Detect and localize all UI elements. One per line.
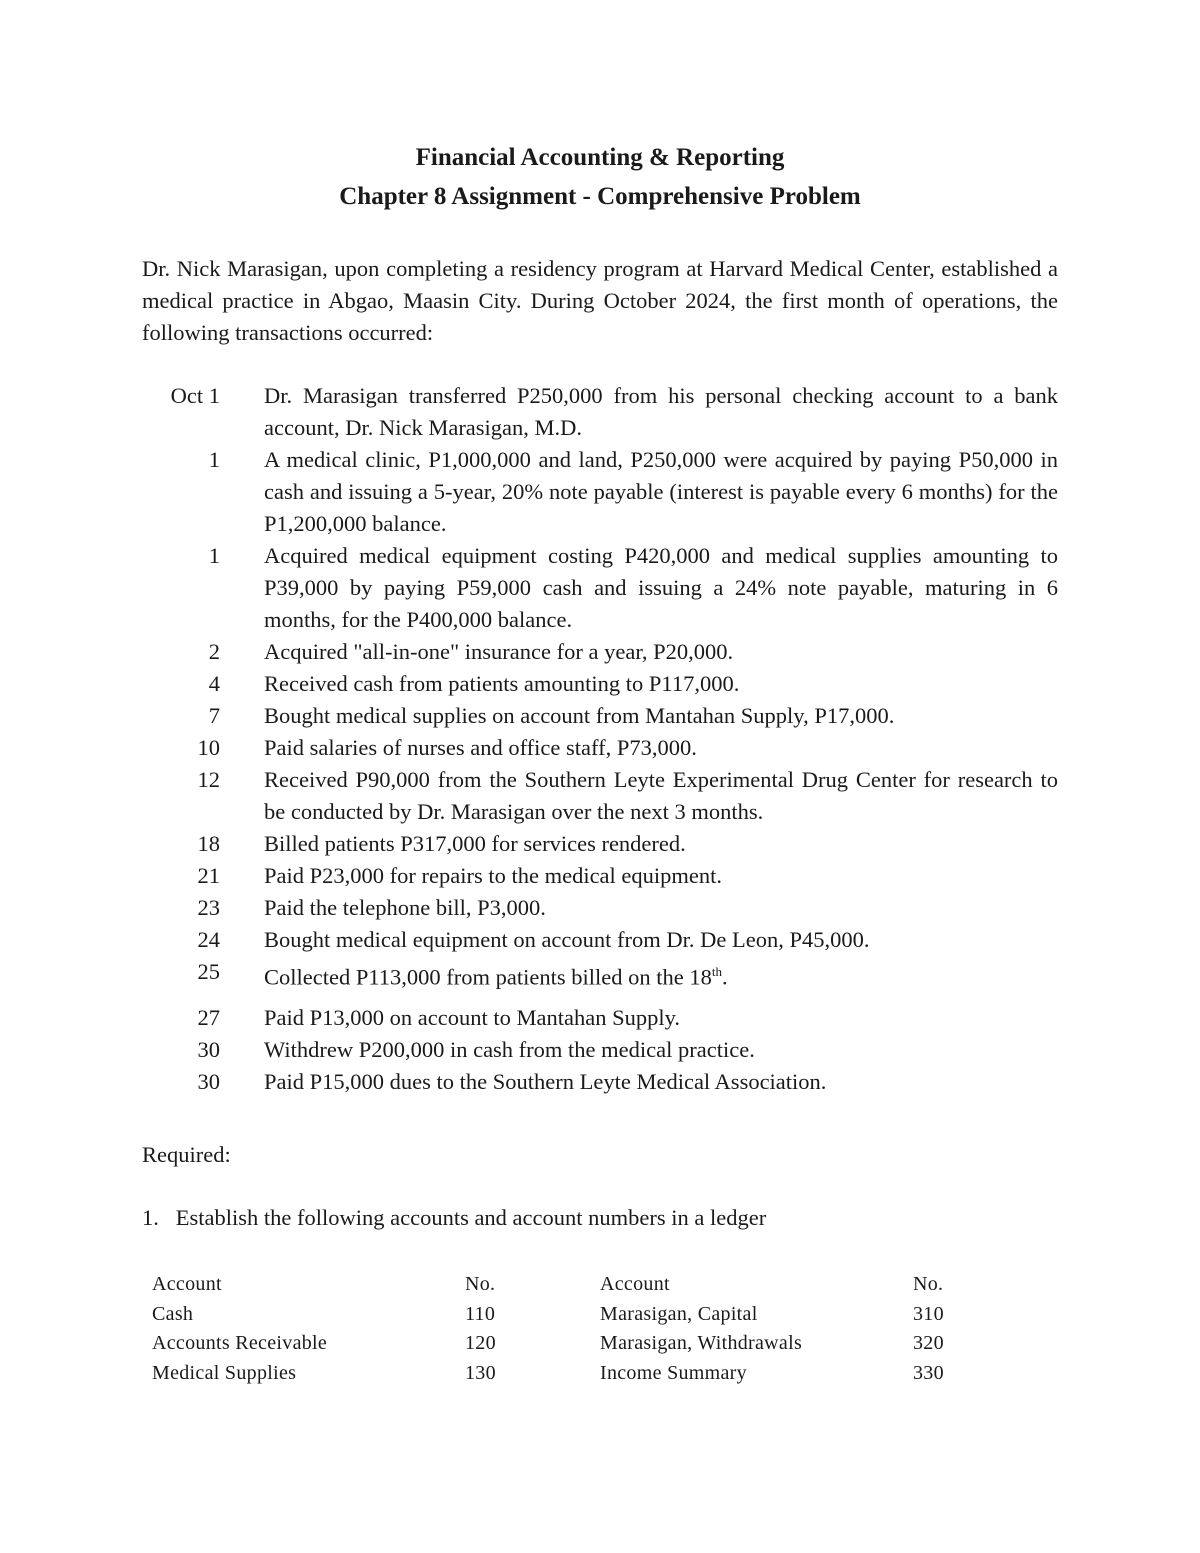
account-name: Accounts Receivable xyxy=(152,1332,328,1354)
transaction-description: Bought medical equipment on account from Dr. De Leon, P45,000. xyxy=(264,927,870,952)
transaction-description: Acquired medical equipment costing P420,000 and medical supplies amounting to P39,000 by paying P59,000 cash and issuing a 24% note payable, maturing in 6 months, for the P400,000 balance. xyxy=(264,543,1058,632)
transaction-row xyxy=(142,380,1058,444)
account-name: Cash xyxy=(152,1302,194,1325)
item-text: Establish the following accounts and account numbers in a ledger xyxy=(175,1205,767,1230)
account-no: 120 xyxy=(465,1332,496,1354)
transaction-row xyxy=(142,892,1058,924)
transaction-description: Paid salaries of nurses and office staff, P73,000. xyxy=(264,735,697,760)
transaction-row xyxy=(142,1066,1058,1098)
account-name: Medical Supplies xyxy=(152,1361,297,1384)
transaction-description: Acquired "all-in-one" insurance for a year, P20,000. xyxy=(264,639,734,664)
transaction-date: 4 xyxy=(208,671,220,696)
transaction-row xyxy=(142,668,1058,700)
table-row xyxy=(152,1329,973,1359)
transaction-description: Billed patients P317,000 for services rendered. xyxy=(264,831,686,856)
transaction-date: 2 xyxy=(208,639,220,664)
transaction-date: 30 xyxy=(197,1036,220,1062)
transaction-date: 1 xyxy=(208,447,220,472)
transaction-description: Paid P23,000 for repairs to the medical equipment. xyxy=(264,863,723,888)
transaction-date: 25 xyxy=(197,959,220,984)
account-name: Marasigan, Capital xyxy=(600,1302,758,1325)
transaction-date: Oct 1 xyxy=(170,383,220,408)
transaction-description xyxy=(264,956,1058,994)
account-name: Income Summary xyxy=(600,1361,747,1384)
transaction-row xyxy=(142,860,1058,892)
transaction-date: 24 xyxy=(197,927,220,952)
header-account: Account xyxy=(152,1273,222,1295)
table-row xyxy=(152,1359,973,1389)
accounts-table xyxy=(152,1270,973,1388)
transaction-description: Paid the telephone bill, P3,000. xyxy=(264,895,546,920)
transaction-date: 10 xyxy=(197,735,220,760)
intro-paragraph: Dr. Nick Marasigan, upon completing a residency program at Harvard Medical Center, established a medical practice in Abgao, Maasin City. During October 2024, the first month of operations, the following transactions occurred: xyxy=(142,256,1058,345)
ordinal-suffix: th xyxy=(711,964,722,979)
item-number: 1. xyxy=(142,1205,159,1230)
header-account: Account xyxy=(600,1273,670,1295)
document-title: Financial Accounting & Reporting xyxy=(415,144,785,171)
transaction-date: 27 xyxy=(197,1004,220,1030)
table-header xyxy=(152,1270,973,1300)
required-label: Required: xyxy=(142,1142,231,1167)
transaction-description: Received cash from patients amounting to P117,000. xyxy=(264,671,740,696)
transaction-row xyxy=(142,636,1058,668)
transaction-description: A medical clinic, P1,000,000 and land, P250,000 were acquired by paying P50,000 in cash and issuing a 5-year, 20% note payable (interest is payable every 6 months) for the P1,200,000 balance. xyxy=(264,447,1058,536)
transaction-date: 12 xyxy=(197,767,220,792)
transaction-description: Dr. Marasigan transferred P250,000 from his personal checking account to a bank account, Dr. Nick Marasigan, M.D. xyxy=(264,383,1058,440)
account-no: 130 xyxy=(465,1361,496,1384)
transactions-list xyxy=(142,380,1058,1098)
header-no: No. xyxy=(913,1273,944,1295)
transaction-date: 30 xyxy=(197,1068,220,1094)
account-no: 310 xyxy=(913,1302,944,1325)
transaction-row xyxy=(142,444,1058,540)
transaction-description: Received P90,000 from the Southern Leyte Experimental Drug Center for research to be conducted by Dr. Marasigan over the next 3 months. xyxy=(264,767,1058,824)
account-no: 330 xyxy=(913,1361,944,1384)
required-item-1 xyxy=(142,1205,766,1231)
transaction-description: Withdrew P200,000 in cash from the medical practice. xyxy=(264,1036,755,1062)
transaction-row xyxy=(142,764,1058,828)
transaction-row xyxy=(142,700,1058,732)
transaction-description: Paid P13,000 on account to Mantahan Supply. xyxy=(264,1004,680,1030)
transaction-date: 23 xyxy=(197,895,220,920)
transaction-row xyxy=(142,956,1058,994)
header-no: No. xyxy=(465,1273,496,1295)
transaction-date: 21 xyxy=(197,863,220,888)
transaction-text: Collected P113,000 from patients billed on the 18 xyxy=(264,964,712,990)
transaction-description: Paid P15,000 dues to the Southern Leyte Medical Association. xyxy=(264,1068,827,1094)
transaction-text-tail: . xyxy=(721,964,728,990)
table-row xyxy=(152,1300,973,1330)
document-subtitle: Chapter 8 Assignment - Comprehensive Problem xyxy=(339,183,861,210)
transaction-date: 7 xyxy=(208,703,220,728)
transaction-date: 18 xyxy=(197,831,220,856)
transaction-row xyxy=(142,1002,1058,1034)
transaction-row xyxy=(142,924,1058,956)
account-no: 320 xyxy=(913,1332,944,1354)
transaction-row xyxy=(142,540,1058,636)
account-no: 110 xyxy=(465,1302,496,1325)
transaction-date: 1 xyxy=(208,543,220,568)
transaction-row xyxy=(142,828,1058,860)
transaction-row xyxy=(142,732,1058,764)
transaction-row xyxy=(142,1034,1058,1066)
transaction-description: Bought medical supplies on account from Mantahan Supply, P17,000. xyxy=(264,703,895,728)
account-name: Marasigan, Withdrawals xyxy=(600,1332,803,1354)
